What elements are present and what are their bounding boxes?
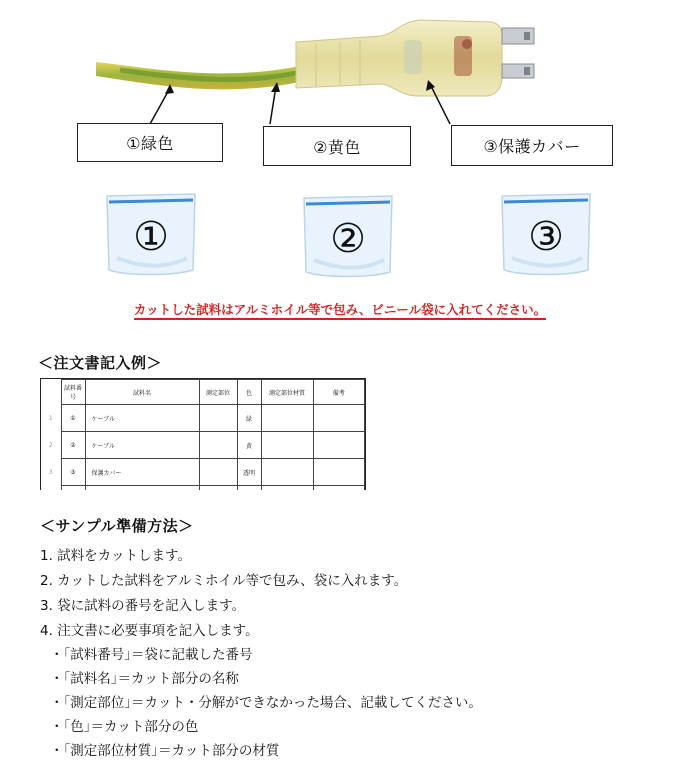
cell-material bbox=[261, 405, 313, 432]
prep-note: ・｢試料名｣＝カット部分の名称 bbox=[50, 671, 239, 687]
warning-text-wrap bbox=[0, 300, 680, 318]
table-row bbox=[41, 459, 365, 486]
label-cover bbox=[451, 125, 613, 166]
prep-note: ・｢測定部位材質｣＝カット部分の材質 bbox=[50, 743, 280, 759]
label-yellow-text: ②黄色 bbox=[313, 137, 361, 157]
prep-note: ・｢試料番号｣＝袋に記載した番号 bbox=[50, 647, 253, 663]
cell-number: ① bbox=[61, 405, 85, 432]
cell-color: 透明 bbox=[237, 459, 261, 486]
order-example-heading: ＜注文書記入例＞ bbox=[38, 354, 163, 372]
warning-text: カットした試料はアルミホイル等で包み、ビニール袋に入れてください。 bbox=[134, 302, 546, 320]
prep-step: 2. カットした試料をアルミホイル等で包み、袋に入れます。 bbox=[40, 573, 408, 589]
prep-heading: ＜サンプル準備方法＞ bbox=[40, 517, 194, 535]
cell-color: 黄 bbox=[237, 432, 261, 459]
label-green-text: ①緑色 bbox=[126, 134, 174, 153]
column-header: 試料番号 bbox=[61, 380, 85, 405]
bag-2-number: ② bbox=[330, 216, 366, 262]
cell-note bbox=[313, 405, 365, 432]
label-yellow bbox=[263, 126, 411, 166]
bag-3-number: ③ bbox=[528, 214, 564, 260]
label-green bbox=[77, 123, 223, 162]
cell-number: ② bbox=[61, 432, 85, 459]
bag-1-number: ① bbox=[133, 214, 169, 260]
row-index: 2 bbox=[41, 432, 61, 459]
bag-3-icon bbox=[498, 188, 594, 278]
cell-number: ③ bbox=[61, 459, 85, 486]
row-index: 1 bbox=[41, 405, 61, 432]
table-row-empty bbox=[41, 486, 365, 491]
cell-color: 緑 bbox=[237, 405, 261, 432]
prep-step: 4. 注文書に必要事項を記入します。 bbox=[40, 623, 259, 639]
prep-step: 3. 袋に試料の番号を記入します。 bbox=[40, 598, 246, 614]
row-index: 3 bbox=[41, 459, 61, 486]
cable-illustration bbox=[0, 0, 680, 125]
cell-note bbox=[313, 432, 365, 459]
prep-step: 1. 試料をカットします。 bbox=[40, 548, 191, 564]
column-header: 測定部位材質 bbox=[261, 380, 313, 405]
cell-part bbox=[199, 459, 237, 486]
bag-2-icon bbox=[300, 190, 396, 280]
column-header: 測定部位 bbox=[199, 380, 237, 405]
column-header: 試料名 bbox=[85, 380, 199, 405]
column-header: 備考 bbox=[313, 380, 365, 405]
order-form-table bbox=[40, 378, 366, 490]
cell-part bbox=[199, 432, 237, 459]
cell-name: 保護カバー bbox=[85, 459, 199, 486]
prep-note: ・｢測定部位｣＝カット・分解ができなかった場合、記載してください。 bbox=[50, 695, 482, 711]
table-row bbox=[41, 405, 365, 432]
column-header: 色 bbox=[237, 380, 261, 405]
cell-name: ケーブル bbox=[85, 405, 199, 432]
cell-note bbox=[313, 459, 365, 486]
table-row bbox=[41, 432, 365, 459]
cell-name: ケーブル bbox=[85, 432, 199, 459]
cell-part bbox=[199, 405, 237, 432]
prep-note: ・｢色｣＝カット部分の色 bbox=[50, 719, 199, 735]
cell-material bbox=[261, 432, 313, 459]
bag-1-icon bbox=[103, 188, 199, 278]
cell-material bbox=[261, 459, 313, 486]
label-cover-text: ③保護カバー bbox=[483, 137, 581, 156]
table-header-row bbox=[41, 380, 365, 405]
